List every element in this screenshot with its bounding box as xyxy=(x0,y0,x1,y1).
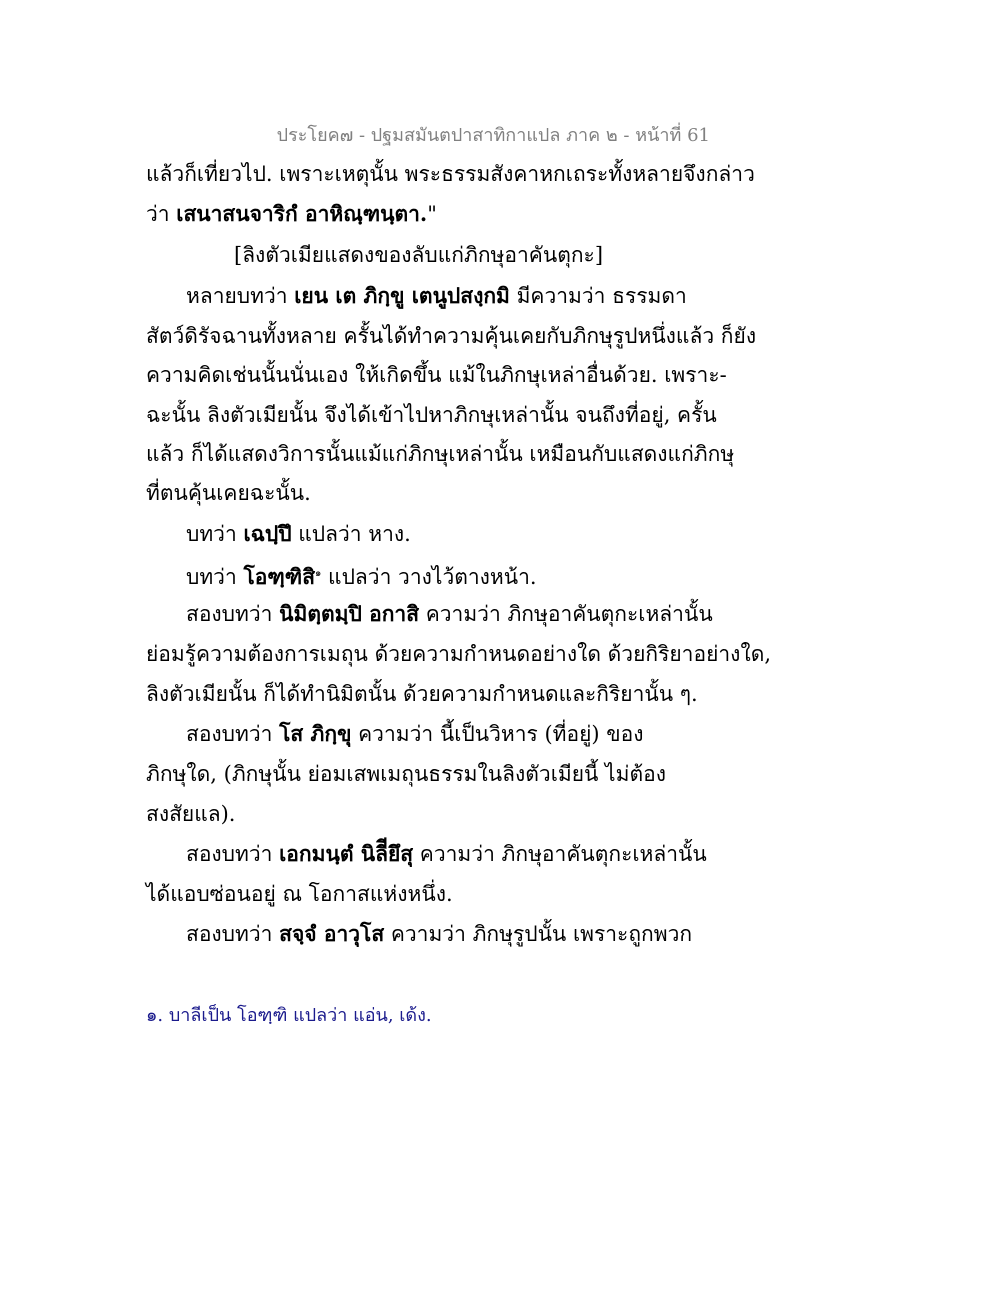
text-line xyxy=(146,440,734,468)
pali-term: เสนาสนจาริกํ อาหิณฺฑนฺตา. xyxy=(176,201,428,226)
text-span: สองบทว่า xyxy=(186,602,280,626)
text-line xyxy=(146,760,666,788)
text-span: ย่อมรู้ความต้องการเมถุน ด้วยความกำหนดอย่างใด ด้วยกิริยาอย่างใด, xyxy=(146,642,772,666)
pali-term: เอกมนฺตํ นิลีียึสุ xyxy=(279,841,414,866)
text-line xyxy=(146,880,453,908)
text-span: ลิงตัวเมียนั้น ก็ได้ทำนิมิตนั้น ด้วยความกำหนดและกิริยานั้น ๆ. xyxy=(146,682,698,706)
text-span: ว่า xyxy=(146,202,177,226)
text-line xyxy=(146,680,698,708)
text-line xyxy=(146,800,235,828)
footnote: ๑. บาลีเป็น โอฑฺฑิ แปลว่า แอ่น, เด้ง. xyxy=(146,1005,432,1026)
text-line xyxy=(186,840,707,868)
section-heading xyxy=(234,241,603,269)
text-line xyxy=(186,720,644,748)
text-line xyxy=(146,401,717,429)
text-line xyxy=(186,920,692,948)
text-line xyxy=(186,282,687,310)
text-line xyxy=(146,361,727,389)
pali-term: เยน เต ภิกฺขู เตนูปสงฺกมิ xyxy=(294,283,510,308)
footnote-marker: ๑ xyxy=(315,568,322,579)
text-span: แปลว่า วางไว้ตางหน้า. xyxy=(321,565,537,589)
text-span: หลายบทว่า xyxy=(186,284,295,308)
pali-term: โอฑฺฑิสิ xyxy=(243,564,316,589)
text-span: ฉะนั้น ลิงตัวเมียนั้น จึงได้เข้าไปหาภิกษุเหล่านั้น จนถึงที่อยู่, ครั้น xyxy=(146,403,717,427)
pali-term: นิมิตฺตมฺปิ อกาสิ xyxy=(279,601,420,626)
text-span: แล้ว ก็ได้แสดงวิการนั้นแม้แก่ภิกษุเหล่านั้น เหมือนกับแสดงแก่ภิกษุ xyxy=(146,442,735,466)
text-line xyxy=(146,322,756,350)
text-span: สงสัยแล). xyxy=(146,802,236,826)
text-span: แปลว่า หาง. xyxy=(291,522,411,546)
text-span: บทว่า xyxy=(186,522,244,546)
text-span: ความว่า ภิกษุอาคันตุกะเหล่านั้น xyxy=(419,602,713,626)
text-line xyxy=(186,600,713,628)
text-span: สองบทว่า xyxy=(186,922,280,946)
pali-term: เฉปฺปึ xyxy=(243,521,292,546)
text-span: มีความว่า ธรรมดา xyxy=(509,284,687,308)
text-span: ภิกษุใด, (ภิกษุนั้น ย่อมเสพเมถุนธรรมในลิงตัวเมียนี้ ไม่ต้อง xyxy=(146,762,666,786)
text-span: ความว่า ภิกษุอาคันตุกะเหล่านั้น xyxy=(413,842,707,866)
text-span: สองบทว่า xyxy=(186,722,280,746)
page-header: ประโยค๗ - ปฐมสมันตปาสาทิกาแปล ภาค ๒ - หน้าที่ 61 xyxy=(276,125,710,146)
text-span: บทว่า xyxy=(186,565,244,589)
text-span: ได้แอบซ่อนอยู่ ณ โอกาสแห่งหนึ่ง. xyxy=(146,882,453,906)
text-span: สัตว์ดิรัจฉานทั้งหลาย ครั้นได้ทำความคุ้นเคยกับภิกษุรูปหนึ่งแล้ว ก็ยัง xyxy=(146,324,757,348)
text-span: ความว่า ภิกษุรูปนั้น เพราะถูกพวก xyxy=(384,922,693,946)
text-span: " xyxy=(427,202,437,226)
text-line xyxy=(146,640,771,668)
pali-term: สจฺจํ อาวุโส xyxy=(279,921,385,946)
pali-term: โส ภิกฺขุ xyxy=(279,721,352,746)
text-span: ที่ตนคุ้นเคยฉะนั้น. xyxy=(146,481,311,505)
text-line xyxy=(146,200,437,228)
text-span: สองบทว่า xyxy=(186,842,280,866)
text-span: [ลิงตัวเมียแสดงของลับแก่ภิกษุอาคันตุกะ] xyxy=(234,243,604,267)
text-line xyxy=(146,160,755,188)
text-span: ความคิดเช่นนั้นนั่นเอง ให้เกิดขึ้น แม้ในภิกษุเหล่าอื่นด้วย. เพราะ- xyxy=(146,363,727,387)
text-span: ความว่า นี้เป็นวิหาร (ที่อยู่) ของ xyxy=(351,722,644,746)
text-line xyxy=(146,479,311,507)
text-line xyxy=(186,560,537,591)
text-span: แล้วก็เที่ยวไป. เพราะเหตุนั้น พระธรรมสังคาหกเถระทั้งหลายจึงกล่าว xyxy=(146,162,755,186)
text-line xyxy=(186,520,411,548)
